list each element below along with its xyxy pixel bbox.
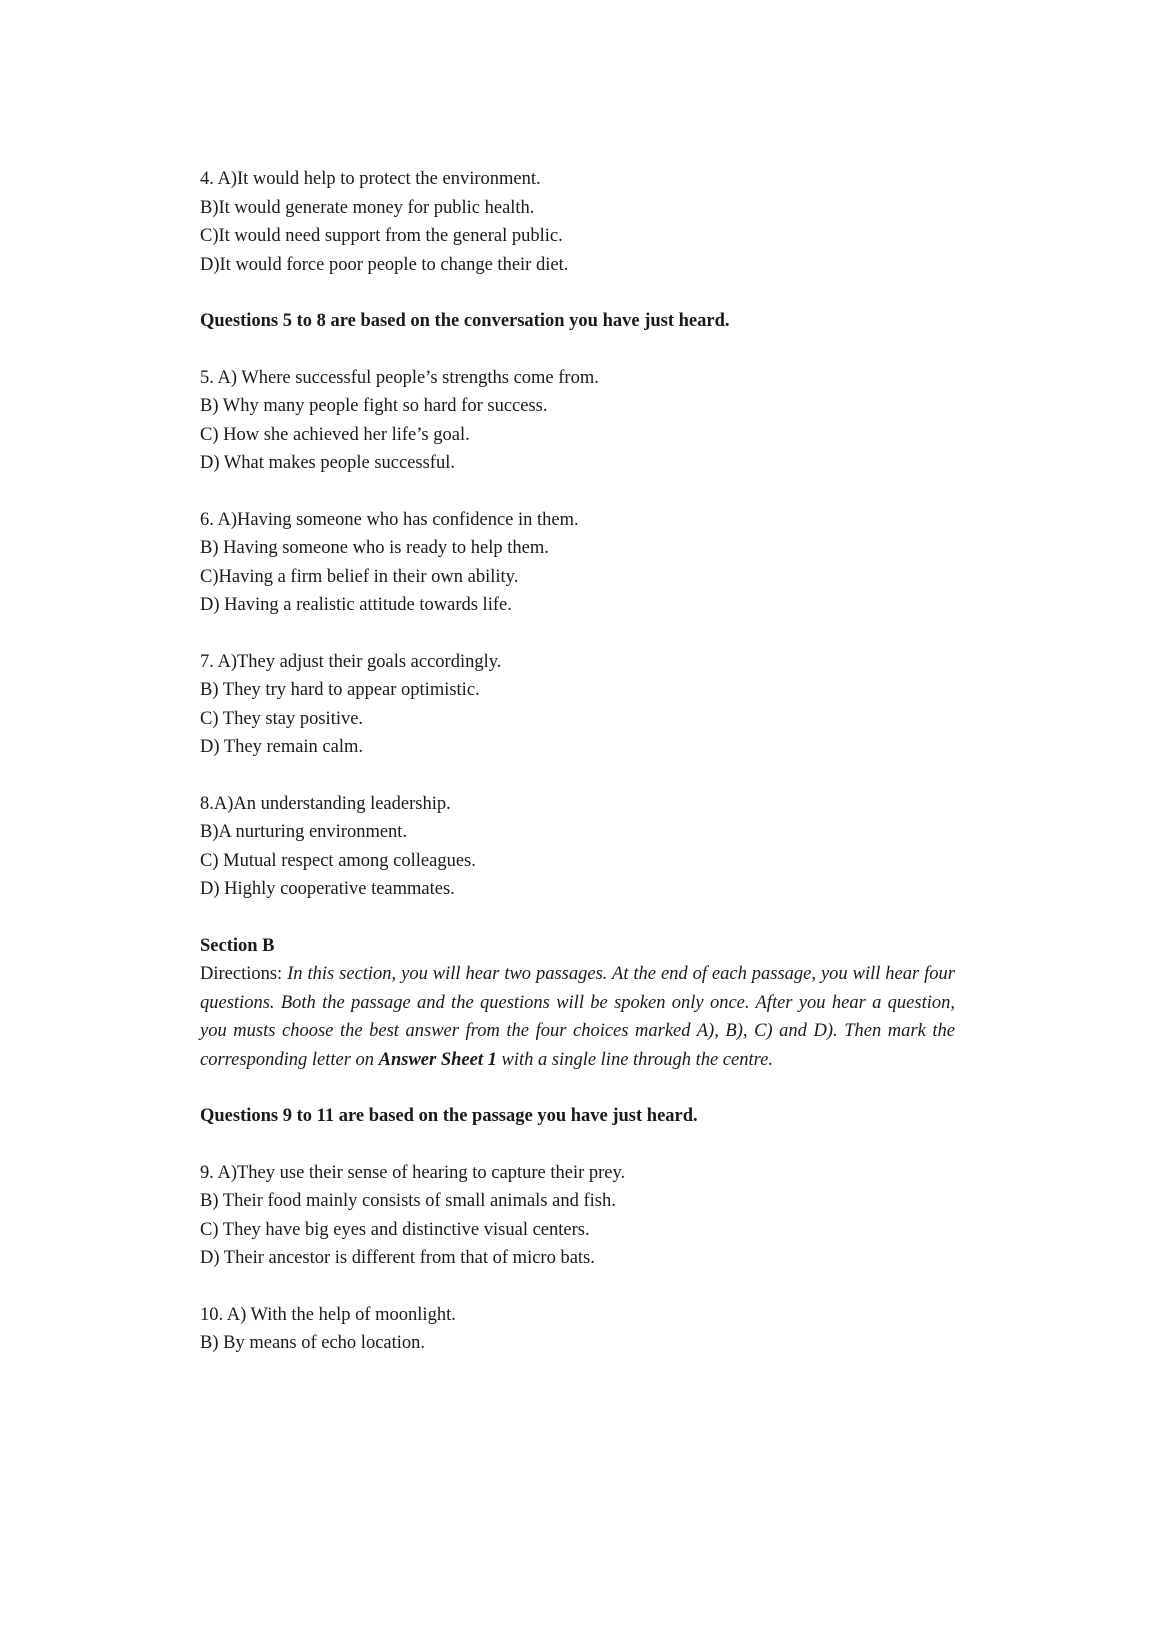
section-b-title: Section B (200, 935, 275, 956)
question-6-option-b: B) Having someone who is ready to help them. (200, 538, 549, 558)
section-b-directions (200, 960, 955, 1074)
question-5-option-c: C) How she achieved her life’s goal. (200, 424, 470, 445)
question-9-option-b: B) Their food mainly consists of small animals and fish. (200, 1191, 616, 1211)
question-9-option-c: C) They have big eyes and distinctive visual centers. (200, 1219, 590, 1240)
spacer (200, 336, 955, 364)
spacer (200, 762, 955, 790)
question-7 (200, 648, 955, 762)
question-8-option-a: 8.A)An understanding leadership. (200, 793, 451, 814)
question-7-option-b: B) They try hard to appear optimistic. (200, 680, 480, 700)
questions-9-11-heading: Questions 9 to 11 are based on the passage you have just heard. (200, 1106, 698, 1126)
question-9-option-d: D) Their ancestor is different from that of micro bats. (200, 1248, 595, 1268)
question-8 (200, 790, 955, 904)
spacer (200, 904, 955, 932)
question-4 (200, 165, 955, 279)
question-9 (200, 1159, 955, 1273)
question-6-option-a: 6. A)Having someone who has confidence in them. (200, 509, 579, 530)
section-b (200, 932, 955, 1075)
spacer (200, 1273, 955, 1301)
questions-5-8-heading: Questions 5 to 8 are based on the conversation you have just heard. (200, 311, 730, 331)
question-10 (200, 1301, 955, 1358)
question-4-option-d: D)It would force poor people to change their diet. (200, 254, 569, 275)
question-5-option-d: D) What makes people successful. (200, 453, 455, 473)
spacer (200, 279, 955, 307)
question-4-option-b: B)It would generate money for public health. (200, 197, 535, 218)
question-4-option-c: C)It would need support from the general public. (200, 226, 563, 246)
question-5 (200, 364, 955, 478)
spacer (200, 478, 955, 506)
question-10-option-a: 10. A) With the help of moonlight. (200, 1304, 456, 1325)
question-6 (200, 506, 955, 620)
question-7-option-c: C) They stay positive. (200, 708, 364, 729)
question-4-option-a: 4. A)It would help to protect the environment. (200, 169, 541, 189)
question-8-option-b: B)A nurturing environment. (200, 822, 408, 842)
directions-end: with a single line through the centre. (496, 1049, 773, 1070)
question-8-option-c: C) Mutual respect among colleagues. (200, 850, 476, 871)
spacer (200, 1074, 955, 1102)
question-5-option-b: B) Why many people fight so hard for success. (200, 396, 548, 416)
directions-text: In this section, you will hear two passages. At the end of each passage, you will hear four questions. Both the passage and the questions will be spoken only once. After you hear a question, you musts choose the best answer from the four choices marked A), B), C) and D). Then mark the corresponding letter on (200, 964, 955, 1070)
spacer (200, 620, 955, 648)
question-10-option-b: B) By means of echo location. (200, 1333, 426, 1353)
question-9-option-a: 9. A)They use their sense of hearing to capture their prey. (200, 1162, 626, 1183)
question-8-option-d: D) Highly cooperative teammates. (200, 879, 455, 899)
answer-sheet-label: Answer Sheet 1 (378, 1049, 497, 1070)
exam-page (200, 165, 955, 1358)
question-6-option-c: C)Having a firm belief in their own ability. (200, 566, 519, 587)
question-6-option-d: D) Having a realistic attitude towards life. (200, 595, 512, 615)
directions-label: Directions: (200, 964, 288, 984)
question-7-option-d: D) They remain calm. (200, 737, 364, 757)
question-7-option-a: 7. A)They adjust their goals accordingly. (200, 651, 502, 672)
question-5-option-a: 5. A) Where successful people’s strengths come from. (200, 367, 599, 388)
spacer (200, 1131, 955, 1159)
